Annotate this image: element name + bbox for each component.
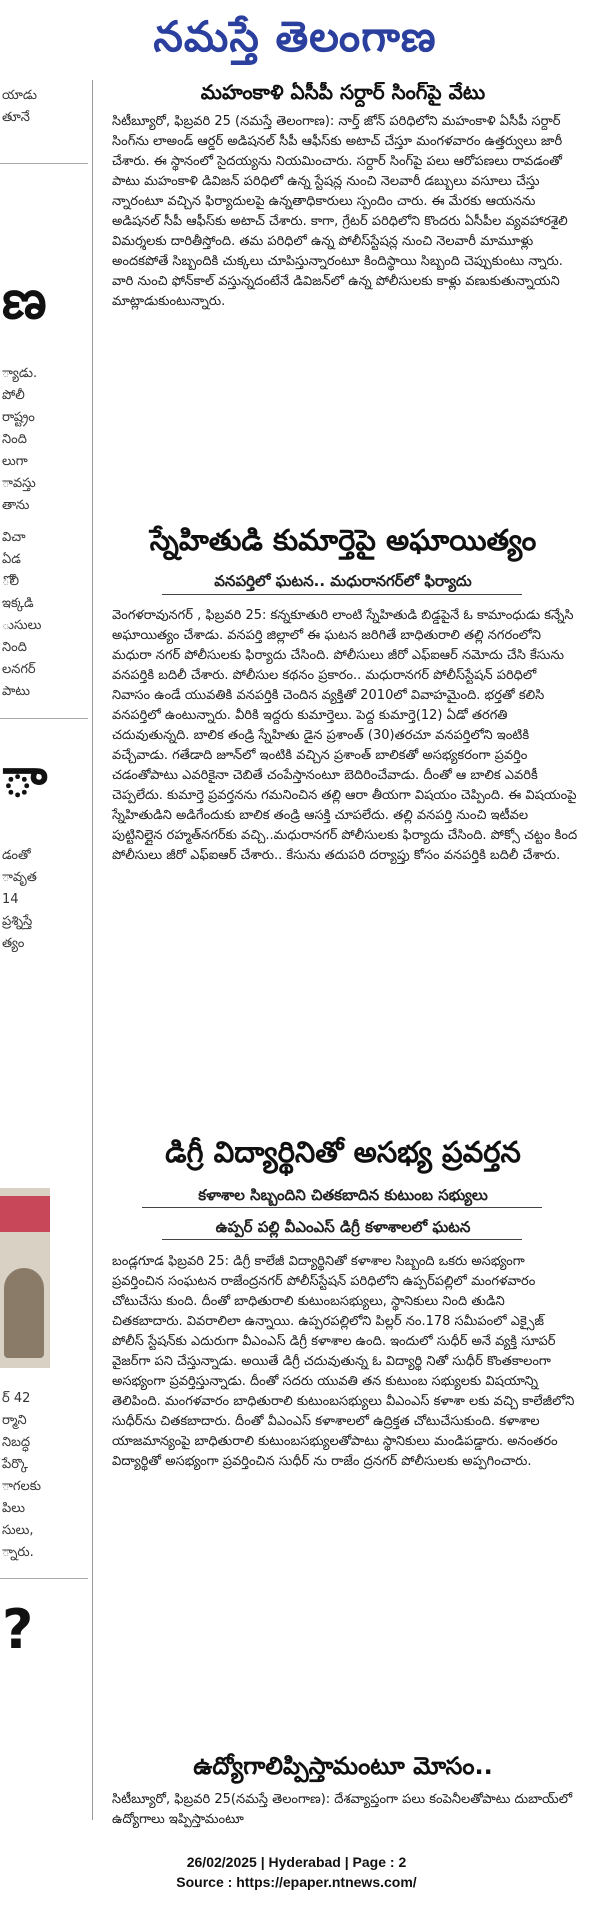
column-divider	[92, 80, 93, 1820]
left-fragment: ్యాడు.	[2, 366, 38, 381]
article3-subhead-2: ఉప్పర్ పల్లి వీఎంఎస్ డిగ్రీ కళాశాలలో ఘటన	[215, 1218, 471, 1236]
article1-text: సిటీబ్యూరో, ఫిబ్రవరి 25 (నమస్తే తెలంగాణ): నార్త్ జోన్ పరిధిలోని మహంకాళి ఏసీపీ సర్దార్ సింగ్‌ను లాఅండ్ ఆర్డర్ అడిషనల్ సీపీ ఆఫీస్‌కు అటాచ్ చేస్తూ మంగళవారం ఉత్తర్వులు జారీ చేశారు. ఈ స్థానంలో సైదయ్యను నియమించారు. సర్దార్ సింగ్‌పై పలు ఆరోపణలు రావడంతో పాటు మహంకాళి డివిజన్ పరిధిలో ఉన్న స్టేషన్ల నుంచి నెలవారీ డబ్బులు వసూలు చేస్తు న్నారంటూ వచ్చిన ఫిర్యాదులపై ఉన్నతాధికారులు స్పందిం చారు. ఈ మేరకు ఆయనను అడిషనల్ సీపీ ఆఫీస్‌కు అటాచ్ చేశారు. కాగా, గ్రేటర్ పరిధిలోని కొందరు ఏసీపీల వ్యవహారశైలి విమర్శలకు దారితీస్తోంది. తమ పరిధిలో ఉన్న పోలీస్‌స్టేషన్ల నుంచి నెలవారీ మామూళ్లు అందకపోతే సిబ్బందికి చుక్కలు చూపిస్తున్నారంటూ కిందిస్థాయి సిబ్బంది చెప్పుకుంటు న్నారు. వారి నుంచి ఫోన్‌కాల్ వస్తున్నదంటేనే డివిజన్‌లో ఉన్న పోలీసులకు కాళ్లు వణుకుతున్నాయని మాట్లాడుకుంటున్నారు.	[112, 114, 568, 309]
article3-body	[112, 1252, 578, 1732]
left-fragment: రాష్ట్రం	[2, 410, 35, 425]
article4-body	[112, 1790, 578, 1838]
left-fragment: 14	[2, 892, 19, 907]
newspaper-title: నమస్తే తెలంగాణ	[153, 12, 437, 61]
article4-text: సిటీబ్యూరో, ఫిబ్రవరి 25(నమస్తే తెలంగాణ): దేశవ్యాప్తంగా పలు కంపెనీలతోపాటు దుబాయ్‌లో ఉద్యోగాలు ఇప్పిస్తామంటూ	[112, 1792, 573, 1827]
left-fragment: తూనే	[2, 110, 30, 125]
left-fragment: విచా	[2, 530, 26, 545]
divider	[0, 163, 88, 164]
article3-text: బండ్లగూడ ఫిబ్రవరి 25: డిగ్రీ కాలేజీ విద్యార్థినితో కళాశాల సిబ్బంది ఒకరు అసభ్యంగా ప్రవర్తించిన సంఘటన రాజేంద్రనగర్ పోలీస్‌స్టేషన్ పరిధిలోని ఉప్పర్‌పల్లిలో మంగళవారం చోటుచేసు కుంది. దీంతో బాధితురాలి కుటుంబసభ్యులు, స్థానికులు నింది తుడిని చితకబాదారు. వివరాలిలా ఉన్నాయి. ఉప్పరపల్లిలోని పిల్లర్ నం.178 సమీపంలో ఎక్సైజ్ పోలీస్ స్టేషన్‌కు ఎదురుగా వీఎంఎస్ డిగ్రీ కళాశాల ఉంది. ఇందులో సుధీర్ అనే వ్యక్తి సూపర్ వైజర్‌గా పని చేస్తున్నాడు. అయితే డిగ్రీ చదువుతున్న ఓ విద్యార్థి నితో సుధీర్ కొంతకాలంగా అసభ్యంగా ప్రవర్తిస్తున్నాడు. దీంతో సదరు యువతి తన కుటుంబ సభ్యులకు విషయాన్ని తెలిపింది. మంగళవారం బాధితురాలి కుటుంబసభ్యులు వీఎంఎస్ కళాశా లకు వచ్చి కాలేజీలోని సుధీర్‌ను చితకబాదారు. దీంతో వీఎంఎస్ కళాశాలలో ఉద్రిక్తత చోటుచేసుకుంది. కళాశాల యాజమాన్యంపై బాధితురాలి కుటుంబసభ్యులతోపాటు స్థానికులు మండిపడ్డారు. అనంతరం విద్యార్థితో అసభ్యంగా ప్రవర్తించిన సుధీర్ ను రాజేం ద్రనగర్ పోలీసులకు అప్పగించారు.	[112, 1254, 575, 1469]
left-fragment: ఇక్కడి	[2, 596, 34, 611]
left-fragment: పాటు	[2, 684, 30, 699]
left-fragment: పోలీ	[2, 388, 25, 403]
article1-body	[112, 112, 578, 532]
left-fragment: ాగలకు	[2, 1479, 41, 1494]
article1-headline: మహంకాళి ఏసీపీ సర్దార్ సింగ్‌పై వేటు	[200, 82, 486, 104]
subhead-underline	[142, 1207, 542, 1208]
article3-headline: డిగ్రీ విద్యార్థినితో అసభ్య ప్రవర్తన	[165, 1135, 521, 1169]
left-fragment: ఏడ	[2, 552, 21, 567]
left-headline-glyph: ?	[2, 1598, 34, 1661]
person-figure	[4, 1268, 44, 1358]
masthead	[0, 0, 593, 78]
footer-date-page: 26/02/2025 | Hyderabad | Page : 2	[186, 1854, 407, 1870]
left-fragment: నిబద్ధ	[2, 1435, 31, 1450]
article2-text: వెంగళరావునగర్ , ఫిబ్రవరి 25: కన్నకూతురి లాంటి స్నేహితుడి బిడ్డపైనే ఓ కామాంధుడు కన్నేసి అఘాయిత్యం చేశాడు. వనపర్తి జిల్లాలో ఈ ఘటన జరిగితే బాధితురాలి తల్లి నగరంలోని మధురా నగర్ పోలీసులకు ఫిర్యాదు చేసింది. పోలీసులు జీరో ఎఫ్ఐఆర్ నమోదు చేసి కేసును వనపర్తికి బదిలీ చేశారు. పోలీసుల కథనం ప్రకారం.. మధురానగర్ పోలీస్‌స్టేషన్ పరిధిలో నివాసం ఉండే యువతికి వనపర్తికి చెందిన వ్యక్తితో 2010లో వివాహమైంది. భర్తతో కలిసి వనపర్తిలో ఉంటున్నారు. వీరికి ఇద్దరు కుమార్తెలు. పెద్ద కుమార్తె(12) ఏడో తరగతి చదువుతున్నది. బాలిక తండ్రి స్నేహితు డైన ప్రశాంత్ (30)తరచూ వనపర్తిలోని ఇంటికి వచ్చేవాడు. గతేడాది జూన్‌లో ఇంటికి వచ్చిన ప్రశాంత్ బాలికతో అసభ్యకరంగా ప్రవర్తిం చడంతోపాటు ఎవరికైనా చెబితే చంపేస్తానంటూ బెదిరించేవాడు. దీంతో ఆ బాలిక ఎవరికీ చెప్పలేదు. కుమార్తె ప్రవర్తనను గమనించిన తల్లి ఆరా తీయగా విషయం చెప్పింది. ఈ విషయంపై స్నేహితుడిని అడిగేందుకు బాలిక తండ్రి ఆసక్తి చూపలేదు. తల్లి వనపర్తి నుంచి ఇటీవల పుట్టినిల్లైన రహ్మత్‌నగర్‌కు వచ్చి..మధురానగర్ పోలీసులకు ఫిర్యాదు చేసింది. పోక్సో చట్టం కింద పోలీసులు జీరో ఎఫ్ఐఆర్ చేశారు.. కేసును తదుపరి దర్యాప్తు కోసం వనపర్తికి బదిలీ చేశారు.	[112, 608, 578, 863]
subhead-underline	[162, 1239, 522, 1240]
left-fragment: నింది	[2, 640, 27, 655]
left-headline-glyph: ణ	[2, 268, 47, 331]
article3-subhead-1: కళాశాల సిబ్బందిని చితకబాదిన కుటుంబ సభ్యులు	[198, 1186, 488, 1204]
left-column-clipped	[0, 78, 90, 1848]
left-fragment: తాను	[2, 498, 30, 513]
subhead-underline	[162, 594, 522, 595]
article2-headline: స్నేహితుడి కుమార్తెపై అఘాయిత్యం	[149, 523, 537, 557]
left-headline-glyph: ా	[2, 746, 48, 809]
left-fragment: ావృత	[2, 870, 37, 885]
divider	[0, 718, 88, 719]
photo-banner	[0, 1196, 50, 1232]
left-fragment: ్నారు.	[2, 1545, 34, 1560]
left-fragment: ర్మాని	[2, 1413, 27, 1428]
article2-body	[112, 606, 578, 1126]
left-fragment: లుగా	[2, 454, 28, 469]
left-fragment: ోలీ	[2, 574, 20, 589]
divider	[0, 1578, 88, 1579]
left-fragment: డంతో	[2, 848, 31, 863]
left-fragment: లనగర్	[2, 662, 36, 677]
article4-headline: ఉద్యోగాలిప్పిస్తామంటూ మోసం..	[193, 1752, 493, 1780]
left-fragment: నింది	[2, 432, 27, 447]
left-fragment: ుసులు	[2, 618, 42, 633]
left-fragment: త్యం	[2, 936, 25, 951]
left-fragment: పిలు	[2, 1501, 25, 1516]
person-photo	[0, 1188, 50, 1368]
left-fragment: ావస్తు	[2, 476, 36, 491]
left-fragment: సులు,	[2, 1523, 34, 1538]
left-fragment: పేర్కొ	[2, 1457, 28, 1472]
article2-subhead: వనపర్తిలో ఘటన.. మధురానగర్‌లో ఫిర్యాదు	[214, 572, 472, 590]
left-fragment: ర్ 42	[2, 1391, 31, 1406]
page-footer	[0, 1852, 593, 1892]
left-fragment: యాడు	[2, 88, 38, 103]
left-fragment: ప్రశ్నిస్తే	[2, 914, 33, 929]
footer-source: Source : https://epaper.ntnews.com/	[176, 1874, 417, 1890]
